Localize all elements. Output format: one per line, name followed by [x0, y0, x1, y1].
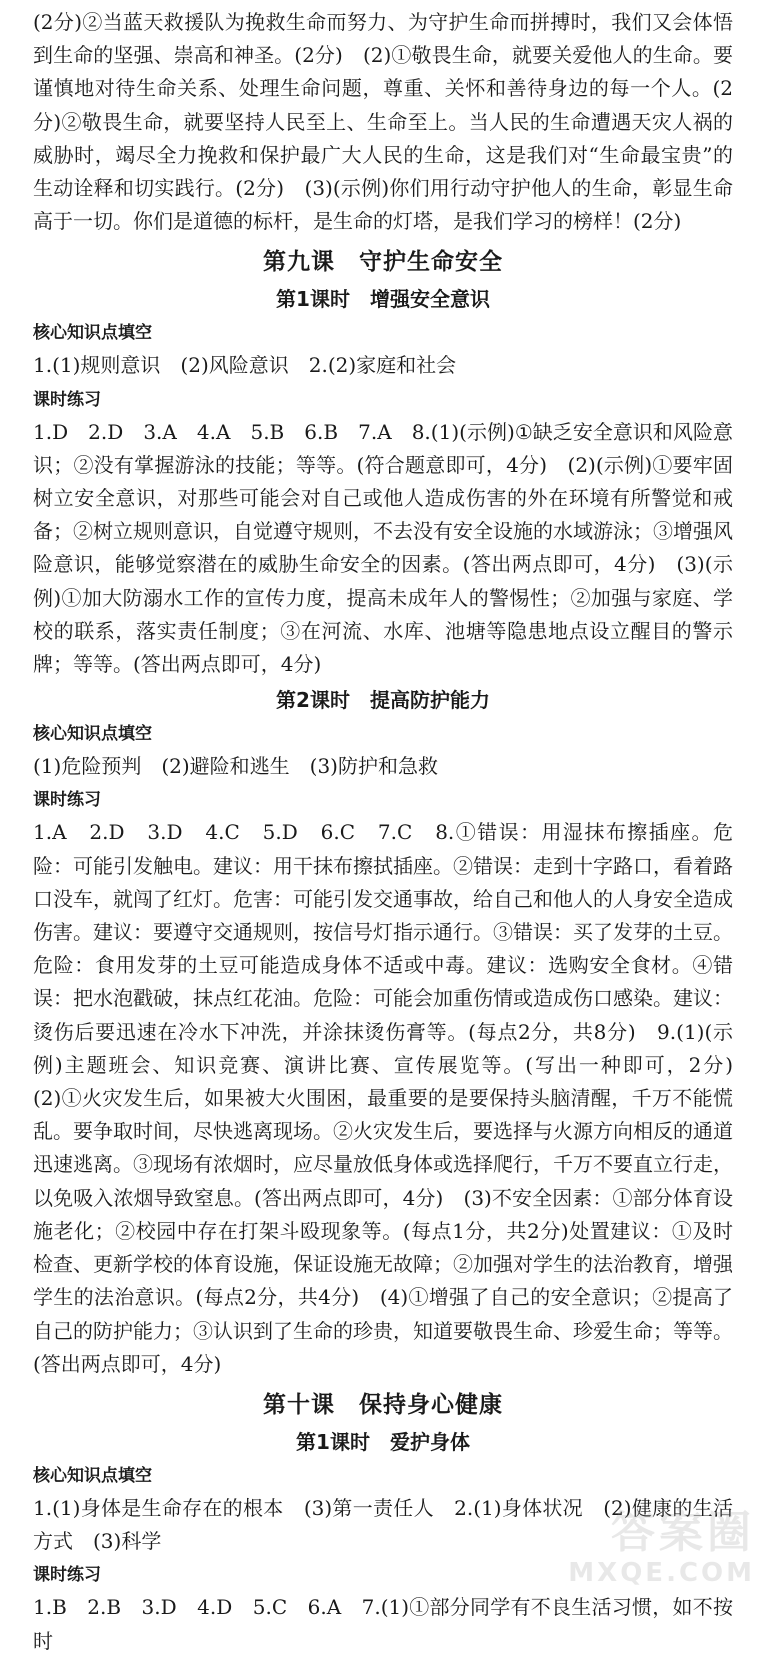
lesson-9-session-1-fill-label: 核心知识点填空: [33, 323, 152, 344]
lesson-9-session-2-fill-text: (1)危险预判 (2)避险和逃生 (3)防护和急救: [33, 754, 438, 779]
watermark-logo: 答案圈: [611, 1507, 755, 1558]
lesson-9-session-1-practice-label: 课时练习: [33, 389, 101, 410]
lesson-9-session-1-practice-text: 1.D 2.D 3.A 4.A 5.B 6.B 7.A 8.(1)(示例)①缺乏安全意识和风险意识；②没有掌握游泳的技能；等等。(符合题意即可，4分) (2)(示例)①要牢固树立安全意识，对那些可能会对自己或他人造成伤害的外在环境有所警觉和戒备；②树立规则意识，自觉遵守规则，不去没有安全设施的水域游泳；③增强风险意识，能够觉察潜在的威胁生命安全的因素。(答出两点即可，4分) (3)(示例)①加大防溺水工作的宣传力度，提高未成年人的警惕性；②加强与家庭、学校的联系，落实责任制度；③在河流、水库、池塘等隐患地点设立醒目的警示牌；等等。(答出两点即可，4分): [33, 419, 733, 677]
lesson-9-session-2-title: 第2课时 提高防护能力: [276, 688, 490, 713]
intro-paragraph: (2分)②当蓝天救援队为挽救生命而努力、为守护生命而拼搏时，我们又会体悟到生命的坚强、崇高和神圣。(2分) (2)①敬畏生命，就要关爱他人的生命。要谨慎地对待生命关系、处理生命问题，尊重、关怀和善待身边的每一个人。(2分)②敬畏生命，就要坚持人民至上、生命至上。当人民的生命遭遇天灾人祸的威胁时，竭尽全力挽救和保护最广大人民的生命，这是我们对“生命最宝贵”的生动诠释和切实践行。(2分) (3)(示例)你们用行动守护他人的生命，彰显生命高于一切。你们是道德的标杆，是生命的灯塔，是我们学习的榜样！(2分): [33, 10, 733, 234]
lesson-10-session-1-title: 第1课时 爱护身体: [296, 1429, 470, 1454]
watermark-url: MXQE.COM: [568, 1558, 755, 1588]
lesson-9-title: 第九课 守护生命安全: [263, 249, 503, 276]
lesson-9-session-2-fill-label: 核心知识点填空: [33, 724, 152, 745]
lesson-10-session-1-practice-text: 1.B 2.B 3.D 4.D 5.C 6.A 7.(1)①部分同学有不良生活习惯，如不按时: [33, 1595, 733, 1653]
lesson-10-session-1-fill-text: 1.(1)身体是生命存在的根本 (3)第一责任人 2.(1)身体状况 (2)健康的生活方式 (3)科学: [33, 1495, 733, 1554]
lesson-10-session-1-fill-label: 核心知识点填空: [33, 1465, 152, 1486]
lesson-9-session-1-fill-text: 1.(1)规则意识 (2)风险意识 2.(2)家庭和社会: [33, 353, 457, 378]
lesson-9-session-2-practice-label: 课时练习: [33, 790, 101, 811]
lesson-9-session-2-practice-text: 1.A 2.D 3.D 4.C 5.D 6.C 7.C 8.①错误：用湿抹布擦插座。危险：可能引发触电。建议：用干抹布擦拭插座。②错误：走到十字路口，看着路口没车，就闯了红灯。危害：可能引发交通事故，给自己和他人的人身安全造成伤害。建议：要遵守交通规则，按信号灯指示通行。③错误：买了发芽的土豆。危险：食用发芽的土豆可能造成身体不适或中毒。建议：选购安全食材。④错误：把水泡戳破，抹点红花油。危险：可能会加重伤情或造成伤口感染。建议：烫伤后要迅速在冷水下冲洗，并涂抹烫伤膏等。(每点2分，共8分) 9.(1)(示例)主题班会、知识竞赛、演讲比赛、宣传展览等。(写出一种即可，2分) (2)①火灾发生后，如果被大火围困，最重要的是要保持头脑清醒，千万不能慌乱。要争取时间，尽快逃离现场。②火灾发生后，要选择与火源方向相反的通道迅速逃离。③现场有浓烟时，应尽量放低身体或选择爬行，千万不要直立行走，以免吸入浓烟导致窒息。(答出两点即可，4分) (3)不安全因素：①部分体育设施老化；②校园中存在打架斗殴现象等。(每点1分，共2分)处置建议：①及时检查、更新学校的体育设施，保证设施无故障；②加强对学生的法治教育，增强学生的法治意识。(每点2分，共4分) (4)①增强了自己的安全意识；②提高了自己的防护能力；③认识到了生命的珍贵，知道要敬畏生命、珍爱生命；等等。(答出两点即可，4分): [33, 820, 753, 1376]
lesson-10-title: 第十课 保持身心健康: [263, 1391, 503, 1418]
lesson-10-session-1-practice-label: 课时练习: [33, 1565, 101, 1586]
lesson-9-session-1-title: 第1课时 增强安全意识: [276, 287, 490, 312]
